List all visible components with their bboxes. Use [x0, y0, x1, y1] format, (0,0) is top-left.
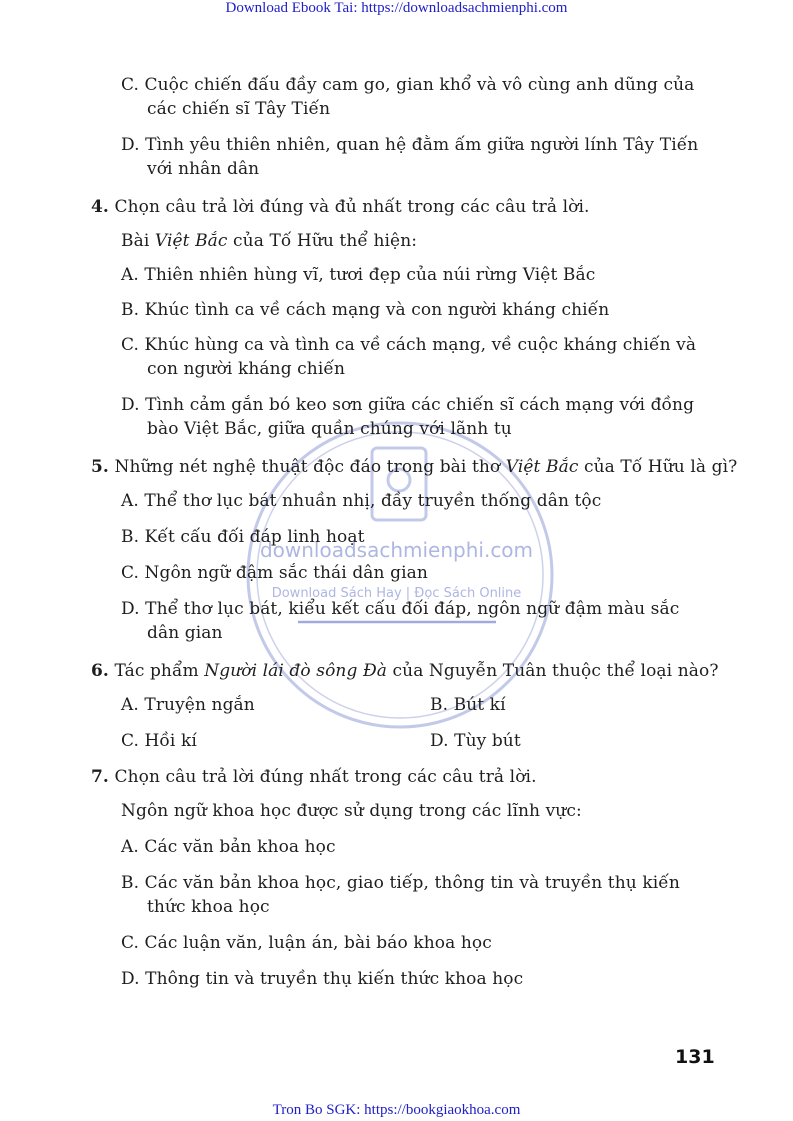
prompt-part: của Tố Hữu thể hiện: — [227, 231, 418, 251]
question-7-number: 7. — [91, 767, 109, 787]
q5-option-d-line1: D. Thể thơ lục bát, kiểu kết cấu đối đáp, ngôn ngữ đậm màu sắc — [121, 599, 680, 619]
question-5-text: Những nét nghệ thuật độc đáo trong bài thơ — [114, 457, 506, 477]
question-7-text: Chọn câu trả lời đúng nhất trong các câu trả lời. — [114, 767, 537, 787]
question-5-number: 5. — [91, 457, 109, 477]
q6-option-d: D. Tùy bút — [430, 731, 521, 751]
question-5-text-end: của Tố Hữu là gì? — [578, 457, 738, 477]
question-4-number: 4. — [91, 197, 109, 217]
question-6-number: 6. — [91, 661, 109, 681]
q6-option-c: C. Hồi kí — [121, 731, 197, 751]
q5-option-a: A. Thể thơ lục bát nhuần nhị, đầy truyền thống dân tộc — [121, 491, 602, 511]
q3-option-c-line1: C. Cuộc chiến đấu đầy cam go, gian khổ và vô cùng anh dũng của — [121, 75, 695, 95]
question-5 — [91, 456, 737, 478]
question-4-prompt — [121, 230, 417, 252]
q7-option-d: D. Thông tin và truyền thụ kiến thức khoa học — [121, 969, 524, 989]
prompt-title: Việt Bắc — [154, 231, 228, 251]
question-6 — [91, 660, 719, 682]
q5-option-c: C. Ngôn ngữ đậm sắc thái dân gian — [121, 563, 428, 583]
watermark-tagline: Download Sách Hay | Đọc Sách Online — [271, 586, 522, 601]
q3-option-d-line1: D. Tình yêu thiên nhiên, quan hệ đằm ấm giữa người lính Tây Tiến — [121, 135, 699, 155]
page-number: 131 — [675, 1046, 715, 1068]
question-7-prompt: Ngôn ngữ khoa học được sử dụng trong các lĩnh vực: — [121, 801, 582, 821]
q4-option-b: B. Khúc tình ca về cách mạng và con người kháng chiến — [121, 300, 610, 320]
q7-option-b-line1: B. Các văn bản khoa học, giao tiếp, thông tin và truyền thụ kiến — [121, 873, 680, 893]
q3-option-d-line2: với nhân dân — [147, 159, 260, 179]
question-4-text: Chọn câu trả lời đúng và đủ nhất trong các câu trả lời. — [114, 197, 590, 217]
header-download-link[interactable]: Download Ebook Tai: https://downloadsachmienphi.com — [225, 0, 568, 16]
q7-option-b-line2: thức khoa học — [147, 897, 270, 917]
q7-option-a: A. Các văn bản khoa học — [121, 837, 336, 857]
question-7 — [91, 766, 537, 788]
footer-sgk-link[interactable]: Tron Bo SGK: https://bookgiaokhoa.com — [272, 1102, 521, 1118]
q4-option-c-line1: C. Khúc hùng ca và tình ca về cách mạng, về cuộc kháng chiến và — [121, 335, 697, 355]
question-5-title: Việt Bắc — [505, 457, 579, 477]
q4-option-c-line2: con người kháng chiến — [147, 359, 345, 379]
q6-option-a: A. Truyện ngắn — [121, 695, 255, 715]
question-6-text: Tác phẩm — [114, 661, 205, 681]
prompt-part: Bài — [121, 231, 155, 251]
question-6-text-end: của Nguyễn Tuân thuộc thể loại nào? — [387, 661, 719, 681]
question-4 — [91, 196, 590, 218]
q4-option-a: A. Thiên nhiên hùng vĩ, tươi đẹp của núi rừng Việt Bắc — [121, 265, 596, 285]
q5-option-d-line2: dân gian — [147, 623, 223, 643]
watermark-site: downloadsachmienphi.com — [259, 538, 534, 562]
q4-option-d-line2: bào Việt Bắc, giữa quần chúng với lãnh tụ — [147, 419, 512, 439]
q6-option-b: B. Bút kí — [430, 695, 506, 715]
q4-option-d-line1: D. Tình cảm gắn bó keo sơn giữa các chiến sĩ cách mạng với đồng — [121, 395, 695, 415]
q5-option-b: B. Kết cấu đối đáp linh hoạt — [121, 527, 365, 547]
q7-option-c: C. Các luận văn, luận án, bài báo khoa học — [121, 933, 492, 953]
q3-option-c-line2: các chiến sĩ Tây Tiến — [147, 99, 331, 119]
question-6-title: Người lái đò sông Đà — [204, 661, 388, 681]
